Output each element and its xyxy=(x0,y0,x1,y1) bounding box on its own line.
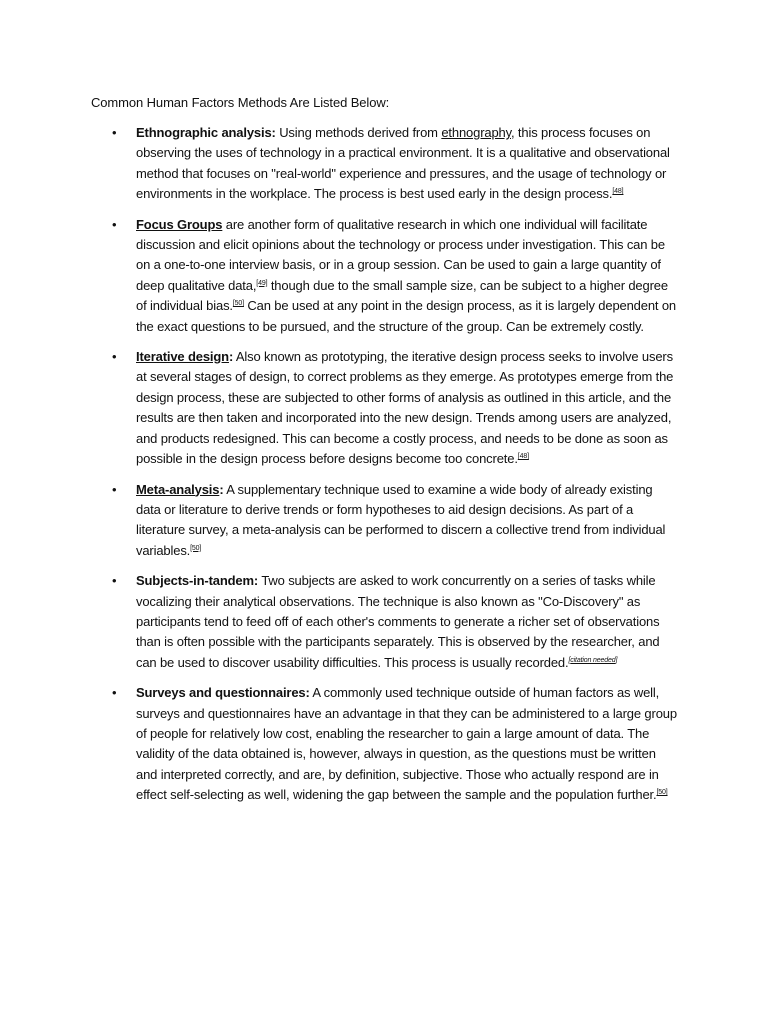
list-item-surveys-questionnaires xyxy=(0,683,768,805)
list-item-subjects-in-tandem xyxy=(0,571,768,673)
citation-link-50[interactable]: [50] xyxy=(656,789,668,797)
list-item-meta-analysis xyxy=(0,480,768,562)
term-label: Ethnographic analysis: xyxy=(136,125,276,140)
citation-needed-note: [citation needed] xyxy=(568,656,618,664)
term-label: Subjects-in-tandem: xyxy=(136,573,259,589)
list-item-text: Surveys and questionnaires: A commonly used technique outside of human factors as well, surveys and questionnaires have an advantage in that they can be administered to a large group of people for relatively low cost, enabling the researcher to gain a large amount of data. The validity of the data obtained is, however, always in question, as the questions must be written and interpreted correctly, and are, by definition, subjective. Those who actually respond are in effect self-selecting as well, widening the gap between the sample and the population further.[50] xyxy=(136,685,677,803)
list-item-ethnographic-analysis xyxy=(0,123,768,205)
citation-link-50[interactable]: [50] xyxy=(190,544,202,552)
list-item-text: Focus Groups are another form of qualitative research in which one individual will facilitate discussion and elicit opinions about the technology or process under investigation. This can be on a one-to-one interview basis, or in a group session. Can be used to gain a large quantity of deep qualitative data,[49] though due to the small sample size, can be subject to a higher degree of individual bias.[50] Can be used at any point in the design process, as it is largely dependent on the exact questions to be pursued, and the structure of the group. Can be extremely costly. xyxy=(136,216,677,334)
list-item-text: Ethnographic analysis: Using methods derived from ethnography, this process focuses on observing the uses of technology in a practical environment. It is a qualitative and observational method that focuses on "real-world" experience and pressures, and the usage of technology or environments in the workplace. The process is best used early in the design process.[48] xyxy=(136,125,670,202)
citation-link-48[interactable]: [48] xyxy=(612,188,624,196)
bullet-icon: • xyxy=(112,125,117,140)
methods-list xyxy=(0,123,768,816)
ethnography-link[interactable]: ethnography xyxy=(441,125,511,140)
focus-groups-link[interactable]: Focus Groups xyxy=(136,216,223,232)
citation-needed-link[interactable]: citation needed xyxy=(570,656,616,664)
bullet-icon: • xyxy=(112,573,117,589)
citation-link-48[interactable]: [48] xyxy=(517,453,529,461)
section-heading: Common Human Factors Methods Are Listed Below: xyxy=(91,95,390,110)
list-item-text: Meta-analysis: A supplementary technique used to examine a wide body of already existing data or literature to derive trends or form hypotheses to aid design decisions. As part of a literature survey, a meta-analysis can be performed to discern a collective trend from individual variables.[50] xyxy=(136,481,666,558)
list-item-text: Iterative design: Also known as prototyping, the iterative design process seeks to involve users at several stages of design, to correct problems as they emerge. As prototypes emerge from the design process, these are subjected to other forms of analysis as outlined in this article, and the results are then taken and incorporated into the new design. Trends among users are analyzed, and products redesigned. This can become a costly process, and needs to be done as soon as possible in the design process before designs become too concrete.[48] xyxy=(136,349,674,467)
list-item-text: Subjects-in-tandem: Two subjects are asked to work concurrently on a series of tasks while vocalizing their analytical observations. The technique is also known as "Co-Discovery" as participants tend to feed off of each other's comments to generate a richer set of observations than is often possible with the participants separately. This is observed by the researcher, and can be used to discover usability difficulties. This process is usually recorded.[citation needed] xyxy=(136,573,660,670)
citation-link-50[interactable]: [50] xyxy=(232,300,244,308)
list-item-iterative-design xyxy=(0,347,768,469)
bullet-icon: • xyxy=(112,216,117,232)
term-label: Surveys and questionnaires: xyxy=(136,685,310,701)
bullet-icon: • xyxy=(112,685,117,701)
bullet-icon: • xyxy=(112,349,117,365)
meta-analysis-link[interactable]: Meta-analysis xyxy=(136,481,220,497)
bullet-icon: • xyxy=(112,481,117,497)
list-item-focus-groups xyxy=(0,215,768,337)
citation-link-49[interactable]: [49] xyxy=(256,279,268,287)
iterative-design-link[interactable]: Iterative design xyxy=(136,349,229,365)
